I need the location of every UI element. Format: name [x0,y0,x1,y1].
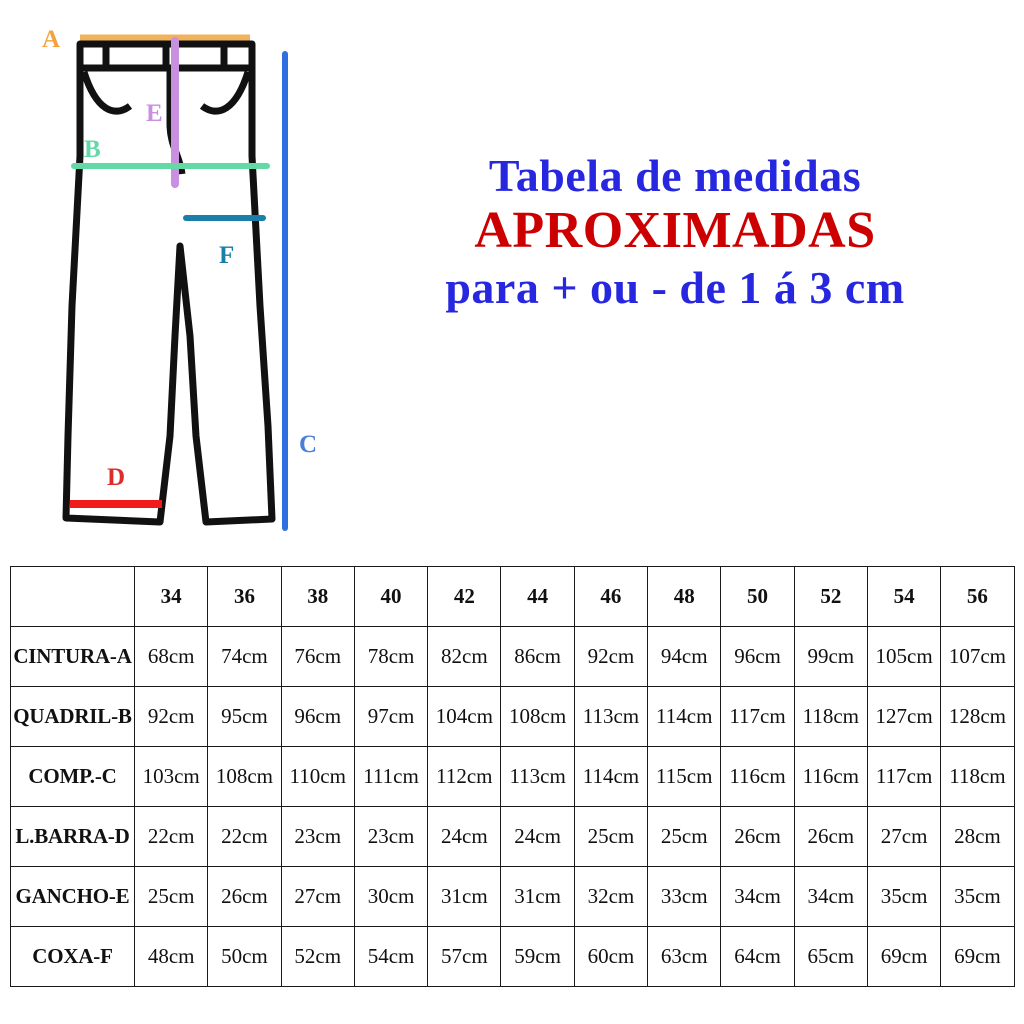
cell-value: 26cm [208,867,281,927]
size-header: 36 [208,567,281,627]
cell-value: 25cm [135,867,208,927]
row-label-comp: COMP.-C [11,747,135,807]
diagram-label-e: E [146,100,163,127]
heading-line-3: para + ou - de 1 á 3 cm [445,261,905,313]
cell-value: 113cm [574,687,647,747]
cell-value: 26cm [721,807,794,867]
table-row [11,867,1015,927]
cell-value: 35cm [867,867,940,927]
size-header: 46 [574,567,647,627]
size-header: 52 [794,567,867,627]
heading-line-1: Tabela de medidas [488,150,862,201]
cell-value: 31cm [501,867,574,927]
cell-value: 76cm [281,627,354,687]
cell-value: 97cm [354,687,427,747]
cell-value: 111cm [354,747,427,807]
cell-value: 24cm [501,807,574,867]
cell-value: 78cm [354,627,427,687]
cell-value: 34cm [721,867,794,927]
trousers-diagram [10,6,340,551]
cell-value: 22cm [208,807,281,867]
cell-value: 54cm [354,927,427,987]
cell-value: 57cm [428,927,501,987]
cell-value: 69cm [941,927,1014,987]
cell-value: 113cm [501,747,574,807]
row-label-cintura: CINTURA-A [11,627,135,687]
size-header: 44 [501,567,574,627]
cell-value: 86cm [501,627,574,687]
cell-value: 64cm [721,927,794,987]
cell-value: 92cm [135,687,208,747]
table-row [11,807,1015,867]
row-label-gancho: GANCHO-E [11,867,135,927]
row-label-lbarra: L.BARRA-D [11,807,135,867]
table-row [11,747,1015,807]
cell-value: 32cm [574,867,647,927]
cell-value: 31cm [428,867,501,927]
size-header: 56 [941,567,1014,627]
cell-value: 63cm [648,927,721,987]
size-header: 42 [428,567,501,627]
cell-value: 110cm [281,747,354,807]
cell-value: 117cm [721,687,794,747]
size-header: 38 [281,567,354,627]
size-table-container [10,566,1014,987]
cell-value: 114cm [574,747,647,807]
cell-value: 69cm [867,927,940,987]
cell-value: 115cm [648,747,721,807]
cell-value: 25cm [648,807,721,867]
cell-value: 128cm [941,687,1014,747]
cell-value: 22cm [135,807,208,867]
table-row [11,687,1015,747]
cell-value: 34cm [794,867,867,927]
cell-value: 96cm [721,627,794,687]
cell-value: 27cm [281,867,354,927]
cell-value: 108cm [208,747,281,807]
cell-value: 27cm [867,807,940,867]
cell-value: 33cm [648,867,721,927]
heading-line-2: APROXIMADAS [474,201,876,259]
cell-value: 24cm [428,807,501,867]
trousers-svg [10,6,340,551]
diagram-label-f: F [219,242,235,269]
cell-value: 118cm [941,747,1014,807]
cell-value: 28cm [941,807,1014,867]
cell-value: 104cm [428,687,501,747]
table-header-row [11,567,1015,627]
cell-value: 59cm [501,927,574,987]
cell-value: 60cm [574,927,647,987]
cell-value: 68cm [135,627,208,687]
heading-block [330,150,1020,315]
table-row [11,627,1015,687]
cell-value: 114cm [648,687,721,747]
cell-value: 96cm [281,687,354,747]
size-header: 54 [867,567,940,627]
cell-value: 108cm [501,687,574,747]
cell-value: 118cm [794,687,867,747]
cell-value: 65cm [794,927,867,987]
diagram-label-c: C [299,431,318,458]
diagram-label-b: B [84,136,101,163]
cell-value: 117cm [867,747,940,807]
cell-value: 92cm [574,627,647,687]
cell-value: 116cm [794,747,867,807]
cell-value: 116cm [721,747,794,807]
diagram-label-d: D [107,464,126,491]
cell-value: 50cm [208,927,281,987]
cell-value: 82cm [428,627,501,687]
cell-value: 112cm [428,747,501,807]
cell-value: 35cm [941,867,1014,927]
cell-value: 74cm [208,627,281,687]
cell-value: 23cm [354,807,427,867]
cell-value: 103cm [135,747,208,807]
size-header: 48 [648,567,721,627]
row-label-coxa: COXA-F [11,927,135,987]
size-header: 40 [354,567,427,627]
cell-value: 105cm [867,627,940,687]
cell-value: 52cm [281,927,354,987]
cell-value: 23cm [281,807,354,867]
size-header: 34 [135,567,208,627]
table-row [11,927,1015,987]
table-corner-cell [11,567,135,627]
cell-value: 25cm [574,807,647,867]
cell-value: 127cm [867,687,940,747]
diagram-label-a: A [42,26,61,53]
cell-value: 48cm [135,927,208,987]
cell-value: 30cm [354,867,427,927]
cell-value: 107cm [941,627,1014,687]
size-table [10,566,1015,987]
size-header: 50 [721,567,794,627]
cell-value: 26cm [794,807,867,867]
cell-value: 95cm [208,687,281,747]
row-label-quadril: QUADRIL-B [11,687,135,747]
cell-value: 99cm [794,627,867,687]
cell-value: 94cm [648,627,721,687]
